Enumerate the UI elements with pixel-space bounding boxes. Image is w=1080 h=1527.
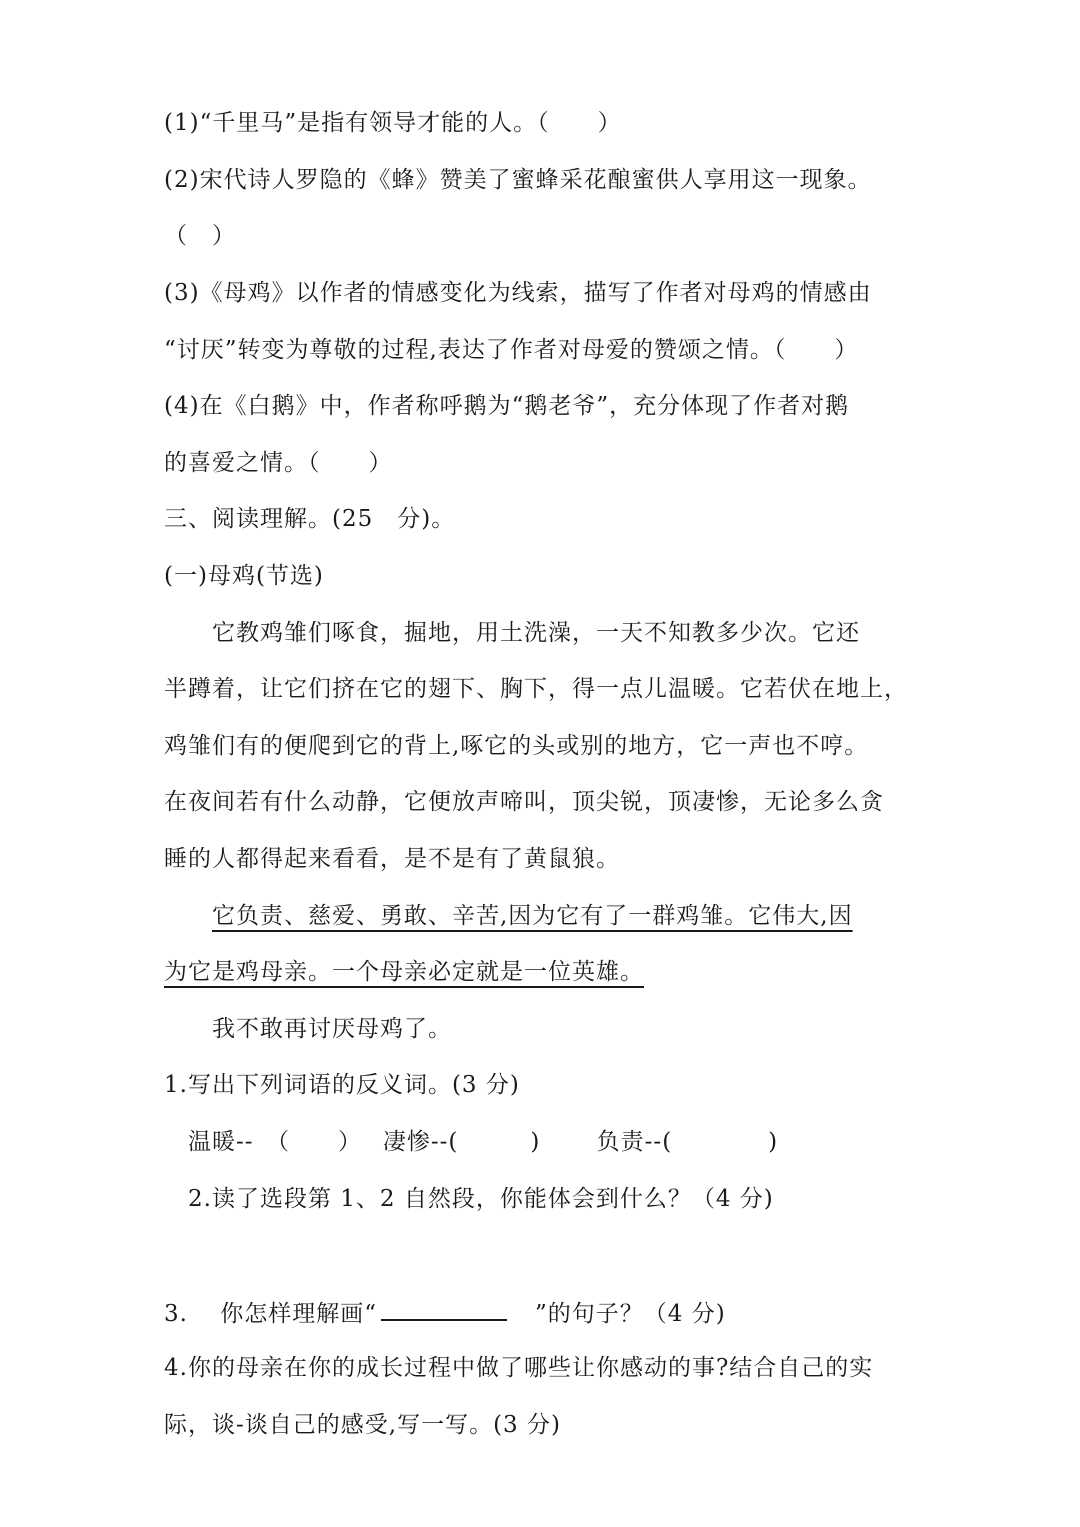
passage-p1-line2: 半蹲着，让它们挤在它的翅下、胸下，得一点儿温暖。它若伏在地上， [164, 676, 908, 702]
answer-blank[interactable] [381, 1297, 507, 1321]
question-2: 2.读了选段第 1、2 自然段，你能体会到什么？（4 分) [164, 1186, 774, 1212]
underlined-sentence-part2: 为它是鸡母亲。一个母亲必定就是一位英雄。 [164, 959, 644, 985]
question-1: 1.写出下列词语的反义词。(3 分) [164, 1072, 520, 1098]
indent [164, 903, 212, 929]
question-1-words: 温暖-- （ ） 凄惨--( ) 负责--( ) [164, 1129, 779, 1155]
section-title: 三、阅读理解。(25 分)。 [164, 506, 456, 532]
question-4-line1: 4.你的母亲在你的成长过程中做了哪些让你感动的事?结合自己的实 [164, 1355, 874, 1381]
passage-title: (一)母鸡(节选) [164, 563, 324, 589]
question-3 [164, 1297, 726, 1327]
question-3-prefix: 3. 你怎样理解画“ [164, 1301, 378, 1327]
judge-q3-line1: (3)《母鸡》以作者的情感变化为线索，描写了作者对母鸡的情感由 [164, 280, 872, 306]
underlined-sentence-part1: 它负责、慈爱、勇敢、辛苦,因为它有了一群鸡雏。它伟大,因 [212, 903, 853, 929]
judge-q4-line2: 的喜爱之情。（ ） [164, 450, 393, 476]
passage-p1-line4: 在夜间若有什么动静，它便放声啼叫，顶尖锐，顶凄惨，无论多么贪 [164, 789, 884, 815]
passage-p1-line3: 鸡雏们有的便爬到它的背上,啄它的头或别的地方，它一声也不哼。 [164, 733, 869, 759]
question-4-line2: 际，谈-谈自己的感受,写一写。(3 分) [164, 1412, 561, 1438]
passage-p3: 我不敢再讨厌母鸡了。 [164, 1016, 452, 1042]
passage-p2-line2 [164, 957, 644, 987]
passage-p2-line1 [164, 901, 853, 931]
judge-q1: (1)“千里马”是指有领导才能的人。（ ） [164, 110, 622, 136]
judge-q2-line1: (2)宋代诗人罗隐的《蜂》赞美了蜜蜂采花酿蜜供人享用这一现象。 [164, 167, 872, 193]
question-3-suffix: ”的句子？（4 分) [535, 1301, 726, 1327]
passage-p1-line1: 它教鸡雏们啄食，掘地，用土洗澡，一天不知教多少次。它还 [164, 620, 860, 646]
judge-q4-line1: (4)在《白鹅》中，作者称呼鹅为“鹅老爷”，充分体现了作者对鹅 [164, 393, 850, 419]
judge-q3-line2: “讨厌”转变为尊敬的过程,表达了作者对母爱的赞颂之情。（ ） [164, 337, 859, 363]
passage-p1-line5: 睡的人都得起来看看，是不是有了黄鼠狼。 [164, 846, 620, 872]
judge-q2-line2: （ ） [164, 223, 236, 249]
